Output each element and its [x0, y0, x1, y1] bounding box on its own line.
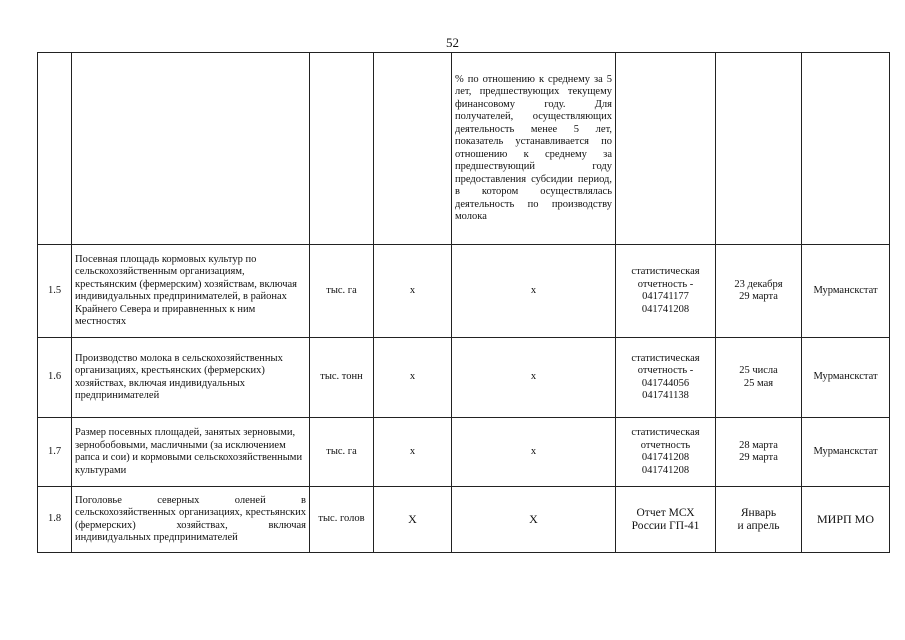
unit-cell: тыс. га	[310, 418, 374, 487]
continuation-row	[38, 53, 890, 245]
dates-cell: 28 марта 29 марта	[716, 418, 802, 487]
table-row	[38, 338, 890, 418]
methodology-cell: % по отношению к среднему за 5 лет, предшествующих текущему финансовому году. Для получателей, осуществляющих деятельность менее 5 лет, показатель устанавливается по отношению к среднему за предшествующий году предоставления субсидии период, в котором осуществлялась деятельность по производству молока	[452, 53, 616, 245]
x-cell: х	[374, 418, 452, 487]
source-cell: статистическая отчетность - 041741177 041741208	[616, 245, 716, 338]
x-cell: х	[452, 338, 616, 418]
unit-cell: тыс. голов	[310, 487, 374, 553]
table-row	[38, 487, 890, 553]
source-cell: статистическая отчетность 041741208 041741208	[616, 418, 716, 487]
indicator-name: Производство молока в сельскохозяйственных организациях, крестьянских (фермерских) хозяйствах, включая индивидуальных предпринимателей	[72, 338, 310, 418]
indicators-table	[37, 52, 890, 553]
row-number: 1.7	[38, 418, 72, 487]
page-number: 52	[446, 35, 459, 50]
indicator-name: Размер посевных площадей, занятых зерновыми, зернобобовыми, масличными (за исключением рапса и сои) и кормовыми сельскохозяйственными культурами	[72, 418, 310, 487]
x-cell: Х	[452, 487, 616, 553]
row-number: 1.6	[38, 338, 72, 418]
table-row	[38, 245, 890, 338]
source-cell: Отчет МСХ России ГП-41	[616, 487, 716, 553]
responsible-cell: Мурманскстат	[802, 418, 890, 487]
empty-cell	[616, 53, 716, 245]
row-number: 1.8	[38, 487, 72, 553]
x-cell: х	[374, 245, 452, 338]
row-number: 1.5	[38, 245, 72, 338]
x-cell: х	[452, 418, 616, 487]
x-cell: Х	[374, 487, 452, 553]
dates-cell: 25 числа 25 мая	[716, 338, 802, 418]
empty-cell	[310, 53, 374, 245]
dates-cell: Январь и апрель	[716, 487, 802, 553]
responsible-cell: Мурманскстат	[802, 245, 890, 338]
empty-cell	[716, 53, 802, 245]
unit-cell: тыс. га	[310, 245, 374, 338]
empty-cell	[802, 53, 890, 245]
empty-cell	[72, 53, 310, 245]
responsible-cell: Мурманскстат	[802, 338, 890, 418]
dates-cell: 23 декабря 29 марта	[716, 245, 802, 338]
table-row	[38, 418, 890, 487]
empty-cell	[38, 53, 72, 245]
responsible-cell: МИРП МО	[802, 487, 890, 553]
unit-cell: тыс. тонн	[310, 338, 374, 418]
x-cell: х	[452, 245, 616, 338]
x-cell: х	[374, 338, 452, 418]
source-cell: статистическая отчетность - 041744056 041741138	[616, 338, 716, 418]
indicator-name: Посевная площадь кормовых культур по сельскохозяйственным организациям, крестьянским (фермерским) хозяйствам, включая индивидуальных предпринимателей, в районах Крайнего Севера и приравненных к ним местностях	[72, 245, 310, 338]
empty-cell	[374, 53, 452, 245]
indicator-name: Поголовье северных оленей в сельскохозяйственных организациях, крестьянских (фермерских) хозяйствах, включая индивидуальных предпринимателей	[72, 487, 310, 553]
